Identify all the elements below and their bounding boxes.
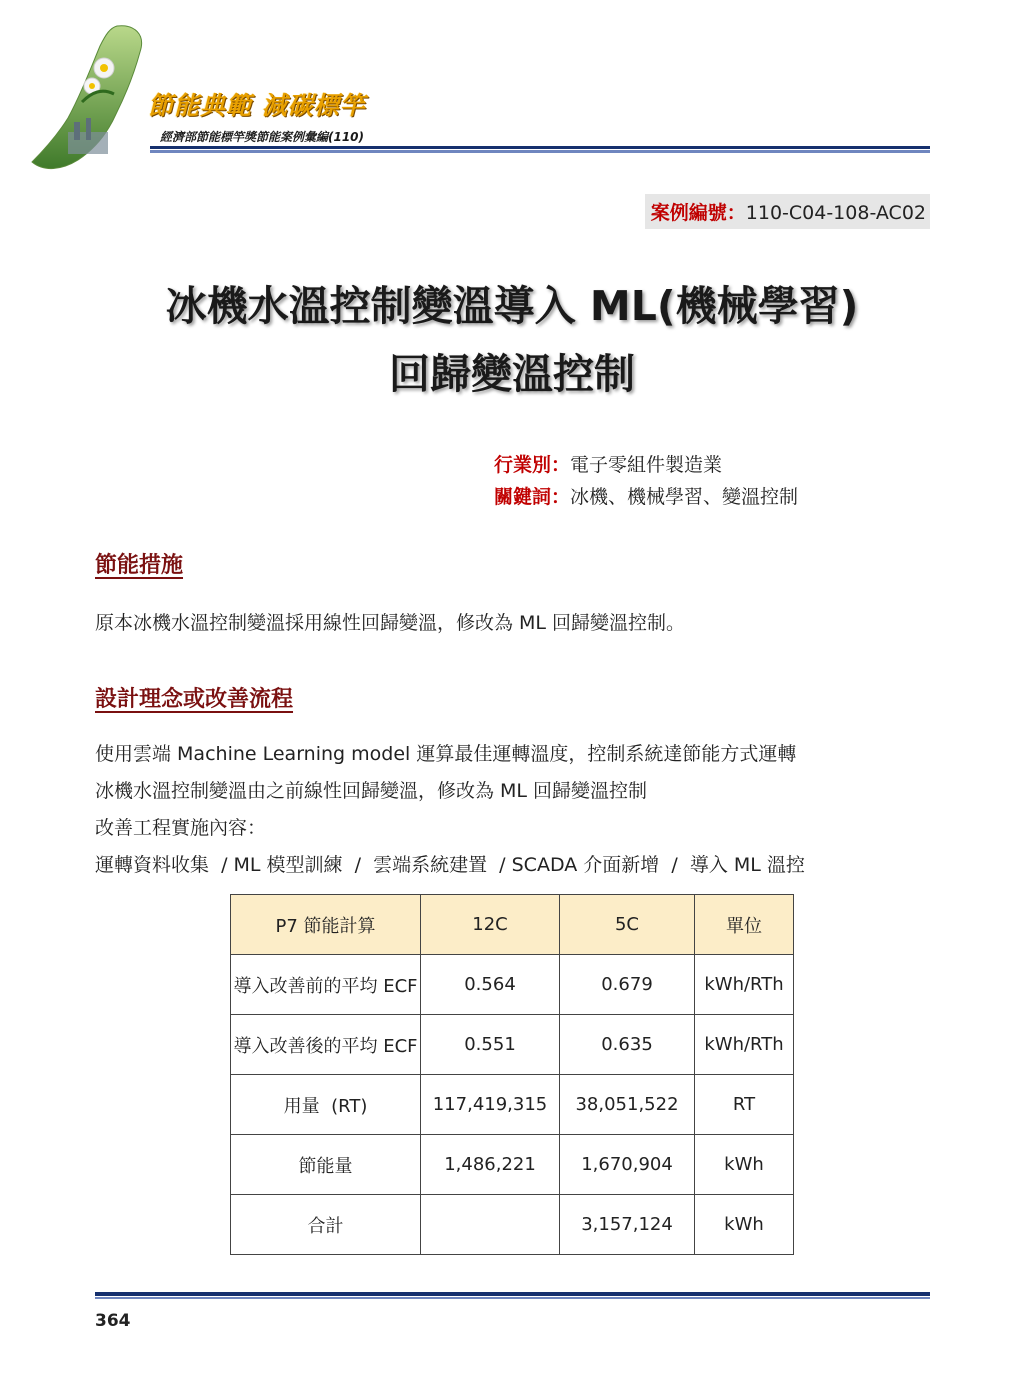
table-header-cell: 單位: [695, 895, 794, 955]
table-cell: kWh/RTh: [695, 1015, 794, 1075]
table-row: [231, 955, 794, 1015]
table-cell: 0.635: [560, 1015, 695, 1075]
table-cell: kWh: [695, 1195, 794, 1255]
page-number: 364: [95, 1311, 131, 1331]
footer-rule: [95, 1292, 930, 1299]
table-cell: [421, 1195, 560, 1255]
page-header: [0, 0, 1024, 180]
table-cell: 117,419,315: [421, 1075, 560, 1135]
case-number-value: 110-C04-108-AC02: [745, 202, 926, 224]
table-cell: 38,051,522: [560, 1075, 695, 1135]
table-header-cell: 5C: [560, 895, 695, 955]
table-header-row: [231, 895, 794, 955]
table-cell: 1,670,904: [560, 1135, 695, 1195]
industry-label: 行業別：: [494, 454, 571, 476]
table-row: [231, 1135, 794, 1195]
table-cell: kWh/RTh: [695, 955, 794, 1015]
table-row: [231, 1195, 794, 1255]
keywords-value: 冰機、機械學習、變溫控制: [570, 486, 799, 508]
table-row: [231, 1015, 794, 1075]
table-cell: 用量 (RT): [231, 1075, 421, 1135]
measures-text: 原本冰機水溫控制變溫採用線性回歸變溫，修改為 ML 回歸變溫控制。: [95, 612, 686, 634]
design-line: 使用雲端 Machine Learning model 運算最佳運轉溫度，控制系統達節能方式運轉: [95, 743, 797, 765]
industry-value: 電子零組件製造業: [570, 454, 723, 476]
table-cell: 0.551: [421, 1015, 560, 1075]
table-cell: 導入改善前的平均 ECF: [231, 955, 421, 1015]
keywords-label: 關鍵詞：: [494, 486, 571, 508]
table-cell: 0.564: [421, 955, 560, 1015]
case-metadata: [494, 449, 798, 513]
table-header-cell: P7 節能計算: [231, 895, 421, 955]
measures-heading: 節能措施: [95, 553, 184, 578]
case-number-label: 案例編號：: [650, 202, 746, 224]
page-title: [0, 272, 1024, 408]
slogan-text: 節能典範 減碳標竿: [148, 91, 366, 120]
header-rule: [150, 146, 930, 153]
energy-savings-table: [230, 894, 794, 1255]
design-paragraph: [95, 736, 805, 884]
design-heading: 設計理念或改善流程: [95, 687, 294, 712]
title-line-2: 回歸變溫控制: [389, 350, 635, 398]
design-line: 運轉資料收集 / ML 模型訓練 / 雲端系統建置 / SCADA 介面新增 / 導入 ML 溫控: [95, 854, 805, 876]
design-line: 冰機水溫控制變溫由之前線性回歸變溫，修改為 ML 回歸變溫控制: [95, 780, 648, 802]
publication-subtitle: 經濟部節能標竿獎節能案例彙編(110): [160, 130, 365, 144]
table-cell: RT: [695, 1075, 794, 1135]
table-cell: 1,486,221: [421, 1135, 560, 1195]
design-line: 改善工程實施內容：: [95, 817, 267, 839]
table-cell: 節能量: [231, 1135, 421, 1195]
table-cell: 0.679: [560, 955, 695, 1015]
table-cell: 導入改善後的平均 ECF: [231, 1015, 421, 1075]
case-number-badge: [645, 194, 930, 229]
table-header-cell: 12C: [421, 895, 560, 955]
table-row: [231, 1075, 794, 1135]
table-cell: kWh: [695, 1135, 794, 1195]
table-cell: 3,157,124: [560, 1195, 695, 1255]
title-line-1: 冰機水溫控制變溫導入 ML(機械學習): [165, 282, 859, 330]
table-cell: 合計: [231, 1195, 421, 1255]
